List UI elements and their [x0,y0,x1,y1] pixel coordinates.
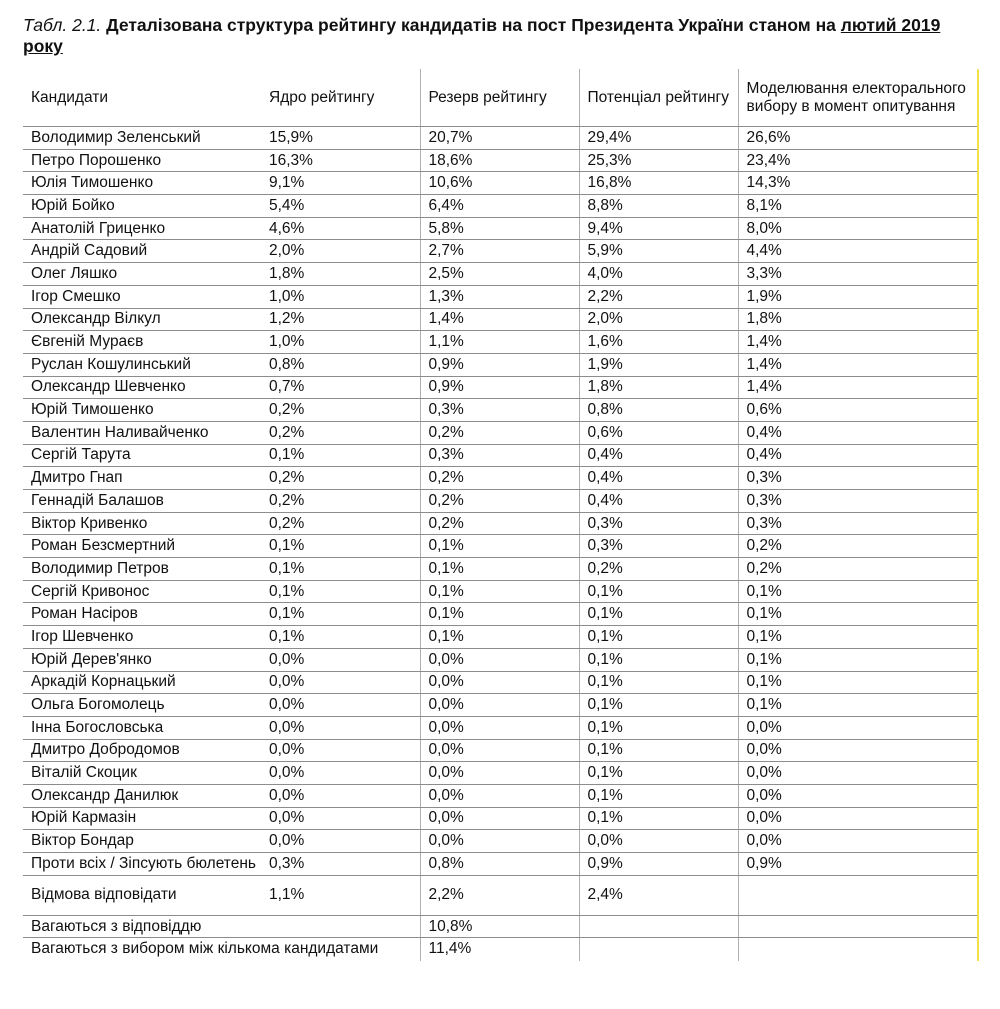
value-cell: 0,6% [738,399,978,422]
table-row [23,308,978,331]
value-cell: 0,0% [261,784,420,807]
value-cell: 0,1% [261,444,420,467]
table-row [23,694,978,717]
value-cell: 0,0% [261,648,420,671]
value-cell: 9,4% [579,217,738,240]
table-row [23,376,978,399]
value-cell: 0,1% [579,694,738,717]
value-cell: 5,4% [261,195,420,218]
value-cell: 0,1% [579,716,738,739]
value-cell: 0,0% [420,762,579,785]
candidate-name-cell: Юлія Тимошенко [23,172,261,195]
table-caption [23,15,973,57]
candidate-name-cell: Юрій Бойко [23,195,261,218]
header-core: Ядро рейтингу [261,69,420,127]
candidate-name-cell: Геннадій Балашов [23,490,261,513]
table-body [23,127,978,961]
value-cell: 1,4% [738,353,978,376]
table-row [23,149,978,172]
table-row [23,127,978,150]
candidate-name-cell: Дмитро Гнап [23,467,261,490]
value-cell: 0,1% [261,603,420,626]
value-cell [738,938,978,961]
candidate-name-cell: Юрій Тимошенко [23,399,261,422]
value-cell: 0,0% [738,739,978,762]
candidate-name-cell: Валентин Наливайченко [23,421,261,444]
value-cell: 0,2% [261,512,420,535]
caption-prefix: Табл. 2.1. [23,15,102,35]
value-cell: 0,3% [579,512,738,535]
value-cell: 0,8% [420,853,579,876]
value-cell: 4,4% [738,240,978,263]
value-cell: 0,4% [579,490,738,513]
candidate-name-cell: Руслан Кошулинський [23,353,261,376]
value-cell: 4,6% [261,217,420,240]
table-row [23,580,978,603]
value-cell: 6,4% [420,195,579,218]
table-row [23,830,978,853]
value-cell: 4,0% [579,263,738,286]
value-cell: 0,0% [420,671,579,694]
candidate-name-cell: Роман Безсмертний [23,535,261,558]
value-cell: 0,9% [579,853,738,876]
value-cell: 1,1% [261,875,420,915]
value-cell: 0,0% [738,830,978,853]
table-row [23,490,978,513]
value-cell: 0,3% [579,535,738,558]
value-cell: 0,0% [738,807,978,830]
table-row [23,399,978,422]
value-cell: 18,6% [420,149,579,172]
value-cell: 11,4% [420,938,579,961]
value-cell: 0,1% [579,671,738,694]
table-row [23,353,978,376]
value-cell: 0,0% [420,739,579,762]
candidate-name-cell: Ігор Смешко [23,285,261,308]
value-cell: 0,8% [579,399,738,422]
candidate-name-cell: Олександр Вілкул [23,308,261,331]
table-row [23,671,978,694]
value-cell: 0,7% [261,376,420,399]
value-cell: 0,1% [738,694,978,717]
header-modeling: Моделювання електорального вибору в момент опитування [738,69,978,127]
table-row [23,467,978,490]
value-cell: 0,2% [261,421,420,444]
value-cell: 0,0% [420,807,579,830]
value-cell: 0,1% [579,648,738,671]
value-cell: 0,3% [738,490,978,513]
value-cell: 10,8% [420,915,579,938]
value-cell: 0,1% [420,580,579,603]
candidate-name-cell: Олег Ляшко [23,263,261,286]
candidate-name-cell: Проти всіх / Зіпсують бюлетень [23,853,261,876]
rating-table [23,69,979,961]
candidate-name-cell: Олександр Шевченко [23,376,261,399]
candidate-name-cell: Юрій Дерев'янко [23,648,261,671]
candidate-name-cell: Сергій Тарута [23,444,261,467]
table-row [23,938,978,961]
table-row [23,807,978,830]
value-cell: 15,9% [261,127,420,150]
value-cell: 0,0% [261,807,420,830]
value-cell: 0,0% [738,784,978,807]
value-cell: 1,4% [420,308,579,331]
value-cell: 2,7% [420,240,579,263]
candidate-name-cell: Володимир Зеленський [23,127,261,150]
value-cell: 0,0% [261,716,420,739]
table-row [23,626,978,649]
candidate-name-cell: Відмова відповідати [23,875,261,915]
table-row [23,716,978,739]
value-cell: 0,1% [420,558,579,581]
value-cell: 0,3% [738,512,978,535]
candidate-name-cell: Олександр Данилюк [23,784,261,807]
value-cell: 2,5% [420,263,579,286]
value-cell: 1,9% [738,285,978,308]
table-header-row [23,69,978,127]
value-cell: 0,0% [738,716,978,739]
value-cell [579,938,738,961]
value-cell: 5,8% [420,217,579,240]
value-cell: 2,0% [261,240,420,263]
value-cell: 0,1% [738,671,978,694]
value-cell: 0,1% [261,626,420,649]
value-cell: 0,2% [579,558,738,581]
value-cell: 2,4% [579,875,738,915]
value-cell: 9,1% [261,172,420,195]
header-reserve: Резерв рейтингу [420,69,579,127]
table-row [23,263,978,286]
value-cell: 14,3% [738,172,978,195]
candidate-name-cell: Вагаються з вибором між кількома кандидатами [31,940,379,958]
value-cell: 8,1% [738,195,978,218]
value-cell: 0,0% [420,716,579,739]
value-cell: 16,8% [579,172,738,195]
table-row [23,915,978,938]
value-cell: 2,2% [579,285,738,308]
value-cell: 23,4% [738,149,978,172]
value-cell: 0,0% [579,830,738,853]
table-row [23,558,978,581]
value-cell: 0,1% [261,535,420,558]
table-row [23,421,978,444]
value-cell [738,915,978,938]
table-row [23,784,978,807]
value-cell: 0,8% [261,353,420,376]
value-cell: 10,6% [420,172,579,195]
candidate-name-cell: Аркадій Корнацький [23,671,261,694]
candidate-name-cell: Юрій Кармазін [23,807,261,830]
value-cell: 0,1% [420,535,579,558]
table-row [23,603,978,626]
value-cell: 1,8% [261,263,420,286]
table-row [23,444,978,467]
value-cell: 0,1% [579,784,738,807]
value-cell: 26,6% [738,127,978,150]
value-cell [579,915,738,938]
value-cell: 29,4% [579,127,738,150]
candidate-name-cell: Інна Богословська [23,716,261,739]
candidate-name-cell: Ігор Шевченко [23,626,261,649]
caption-date: лютий 2019 року [23,15,941,56]
value-cell: 1,4% [738,331,978,354]
header-potential: Потенціал рейтингу [579,69,738,127]
table-row [23,512,978,535]
value-cell: 0,2% [261,399,420,422]
value-cell: 0,1% [579,603,738,626]
table-row [23,217,978,240]
value-cell: 0,1% [261,580,420,603]
value-cell: 0,2% [420,512,579,535]
value-cell: 0,9% [420,353,579,376]
candidate-name-cell: Андрій Садовий [23,240,261,263]
value-cell: 0,1% [420,603,579,626]
candidate-name-cell: Вагаються з відповіддю [23,915,261,938]
table-row [23,240,978,263]
value-cell: 1,8% [579,376,738,399]
table-row [23,853,978,876]
value-cell: 0,0% [738,762,978,785]
table-row [23,285,978,308]
value-cell: 2,0% [579,308,738,331]
value-cell: 0,1% [738,580,978,603]
value-cell: 3,3% [738,263,978,286]
value-cell: 0,1% [579,626,738,649]
value-cell: 0,1% [738,626,978,649]
value-cell: 16,3% [261,149,420,172]
value-cell: 0,0% [261,671,420,694]
candidate-name-cell: Євгеній Мураєв [23,331,261,354]
value-cell: 0,6% [579,421,738,444]
table-row [23,331,978,354]
value-cell: 1,4% [738,376,978,399]
value-cell: 0,0% [420,830,579,853]
value-cell: 0,1% [738,603,978,626]
value-cell [261,915,420,938]
value-cell: 0,4% [738,421,978,444]
value-cell: 0,0% [420,648,579,671]
table-row [23,739,978,762]
value-cell: 1,8% [738,308,978,331]
value-cell: 0,1% [579,807,738,830]
candidate-name-cell: Петро Порошенко [23,149,261,172]
value-cell: 1,0% [261,331,420,354]
header-candidates: Кандидати [23,69,261,127]
candidate-name-cell: Дмитро Добродомов [23,739,261,762]
candidate-name-cell: Ольга Богомолець [23,694,261,717]
value-cell: 5,9% [579,240,738,263]
value-cell [738,875,978,915]
value-cell: 0,1% [579,762,738,785]
value-cell: 0,0% [261,762,420,785]
value-cell: 0,4% [738,444,978,467]
value-cell: 0,9% [420,376,579,399]
value-cell: 1,0% [261,285,420,308]
value-cell: 0,2% [261,467,420,490]
candidate-name-cell: Віктор Кривенко [23,512,261,535]
value-cell: 0,3% [261,853,420,876]
candidate-name-cell: Роман Насіров [23,603,261,626]
value-cell: 0,2% [420,467,579,490]
value-cell: 0,1% [420,626,579,649]
value-cell: 0,3% [420,444,579,467]
value-cell: 0,4% [579,467,738,490]
value-cell: 0,2% [420,490,579,513]
value-cell: 0,0% [261,694,420,717]
value-cell: 1,3% [420,285,579,308]
value-cell: 1,6% [579,331,738,354]
table-row [23,172,978,195]
value-cell: 8,0% [738,217,978,240]
candidate-name-cell: Віталій Скоцик [23,762,261,785]
value-cell: 1,2% [261,308,420,331]
table-row [23,762,978,785]
value-cell: 1,1% [420,331,579,354]
value-cell: 20,7% [420,127,579,150]
caption-title: Деталізована структура рейтингу кандидатів на пост Президента України станом на [106,15,836,35]
value-cell: 0,0% [420,694,579,717]
value-cell: 0,3% [420,399,579,422]
value-cell: 25,3% [579,149,738,172]
value-cell: 0,2% [738,558,978,581]
table-row [23,648,978,671]
value-cell: 2,2% [420,875,579,915]
candidate-name-cell: Анатолій Гриценко [23,217,261,240]
value-cell: 0,2% [420,421,579,444]
value-cell: 0,1% [579,580,738,603]
value-cell: 0,0% [261,830,420,853]
value-cell: 1,9% [579,353,738,376]
table-row [23,875,978,915]
value-cell: 0,0% [261,739,420,762]
value-cell: 0,2% [738,535,978,558]
value-cell: 0,9% [738,853,978,876]
value-cell: 0,1% [579,739,738,762]
table-row [23,195,978,218]
value-cell: 0,2% [261,490,420,513]
candidate-name-cell: Віктор Бондар [23,830,261,853]
candidate-name-cell: Сергій Кривонос [23,580,261,603]
table-row [23,535,978,558]
value-cell: 0,1% [261,558,420,581]
value-cell: 8,8% [579,195,738,218]
value-cell: 0,0% [420,784,579,807]
value-cell: 0,4% [579,444,738,467]
value-cell: 0,1% [738,648,978,671]
candidate-name-cell: Володимир Петров [23,558,261,581]
value-cell: 0,3% [738,467,978,490]
